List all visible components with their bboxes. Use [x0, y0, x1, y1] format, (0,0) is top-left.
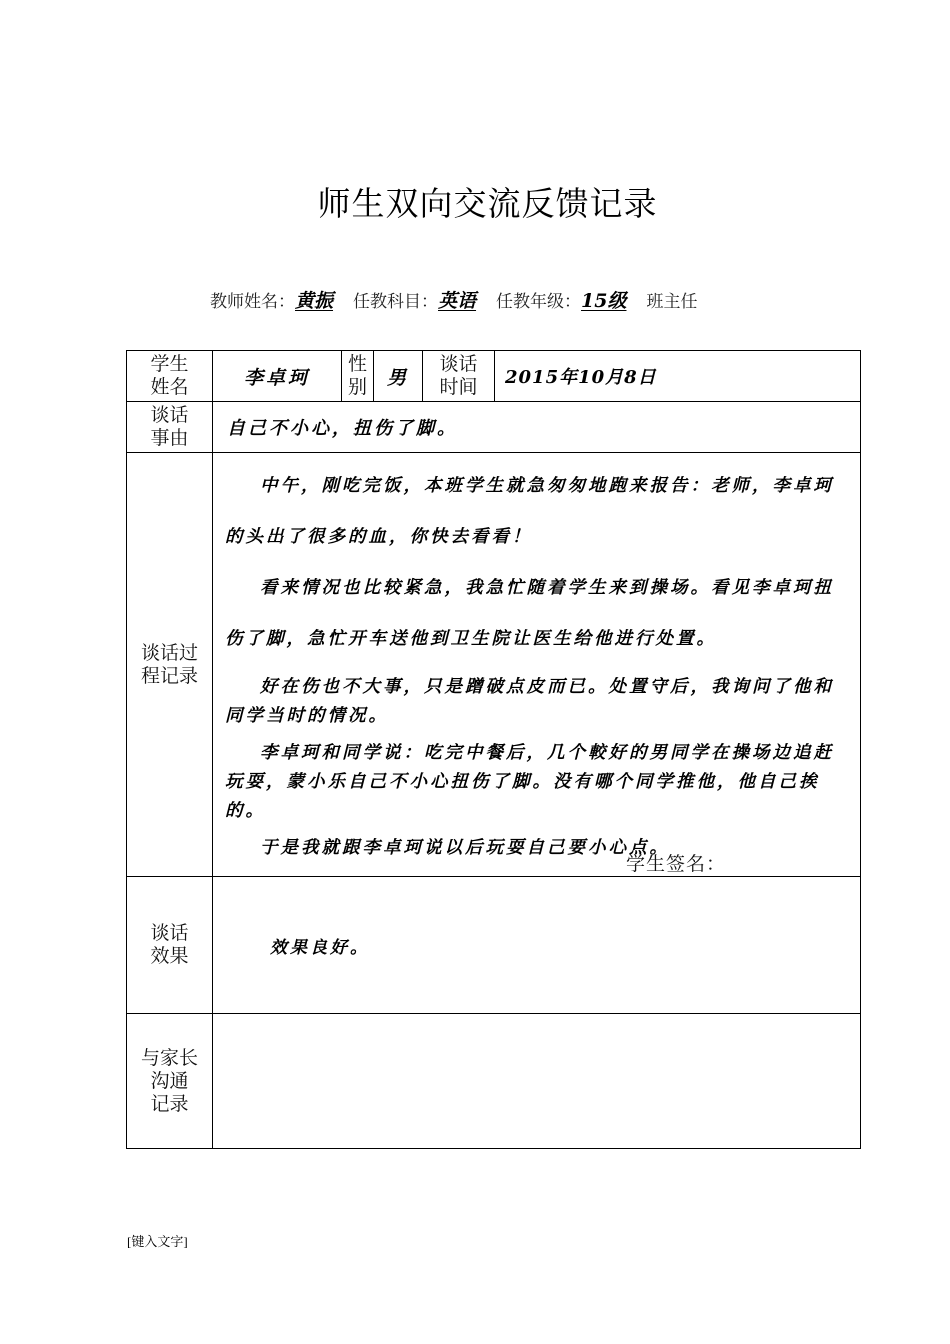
teacher-name-value: 黄振: [295, 290, 334, 312]
footer-text: [键入文字]: [127, 1234, 188, 1249]
student-name-value: 李卓珂: [213, 351, 342, 402]
talk-process-label-text: 谈话过 程记录: [140, 641, 198, 687]
process-paragraph: 中午，刚吃完饭，本班学生就急匆匆地跑来报告：老师，李卓珂的头出了很多的血，你快去看看！: [225, 476, 834, 547]
process-paragraph: 李卓珂和同学说：吃完中餐后，几个較好的男同学在操场边追赶玩耍，蒙小乐自己不小心扭伤了脚。没有哪个同学推他，他自己挨的。: [225, 743, 834, 821]
process-paragraph: 于是我就跟李卓珂说以后玩耍自己要小心点。: [260, 838, 670, 858]
student-name-label-text: 学生 姓名: [150, 353, 189, 398]
talk-time-value: 2015年10月8日: [495, 351, 861, 402]
table-row: [127, 877, 861, 1014]
page-title: 师生双向交流反馈记录: [317, 184, 658, 223]
talk-effect-value: 效果良好。: [213, 877, 861, 1014]
talk-reason-value: 自己不小心，扭伤了脚。: [213, 402, 861, 453]
role-label: 班主任: [646, 292, 698, 312]
table-row: [127, 402, 861, 453]
table-row: [127, 351, 861, 402]
gender-value: 男: [374, 351, 423, 402]
talk-reason-label: [127, 402, 213, 453]
student-name-label: [127, 351, 213, 402]
talk-process-record: [213, 453, 861, 877]
parent-communication-label: [127, 1014, 213, 1149]
grade-value: 15级: [581, 290, 627, 312]
gender-label: [342, 351, 374, 402]
subject-label: 任教科目：: [353, 292, 439, 312]
process-paragraph: 看来情况也比较紧急，我急忙随着学生来到操场。看见李卓珂扭伤了脚，急忙开车送他到卫生院让医生给他进行处置。: [225, 578, 834, 649]
teacher-name-label: 教师姓名：: [210, 292, 295, 312]
gender-label-text: 性 别: [347, 353, 367, 398]
talk-time-label: [423, 351, 495, 402]
grade-label: 任教年级：: [496, 292, 582, 312]
subject-value: 英语: [438, 290, 477, 312]
talk-effect-label-text: 谈话 效果: [150, 922, 189, 967]
talk-process-label: [127, 453, 213, 877]
student-signature-label: 学生签名：: [626, 853, 727, 875]
teacher-info-line: [210, 286, 697, 313]
talk-time-label-text: 谈话 时间: [439, 353, 478, 398]
parent-communication-label-text: 与家长 沟通 记录: [140, 1046, 198, 1115]
talk-effect-label: [127, 877, 213, 1014]
record-table: [126, 350, 861, 1149]
process-paragraph: 好在伤也不大事，只是蹭破点皮而已。处置守后，我询问了他和同学当时的情况。: [225, 677, 834, 726]
parent-communication-value: [213, 1014, 861, 1149]
table-row: [127, 453, 861, 877]
talk-reason-label-text: 谈话 事由: [150, 404, 189, 449]
table-row: [127, 1014, 861, 1149]
